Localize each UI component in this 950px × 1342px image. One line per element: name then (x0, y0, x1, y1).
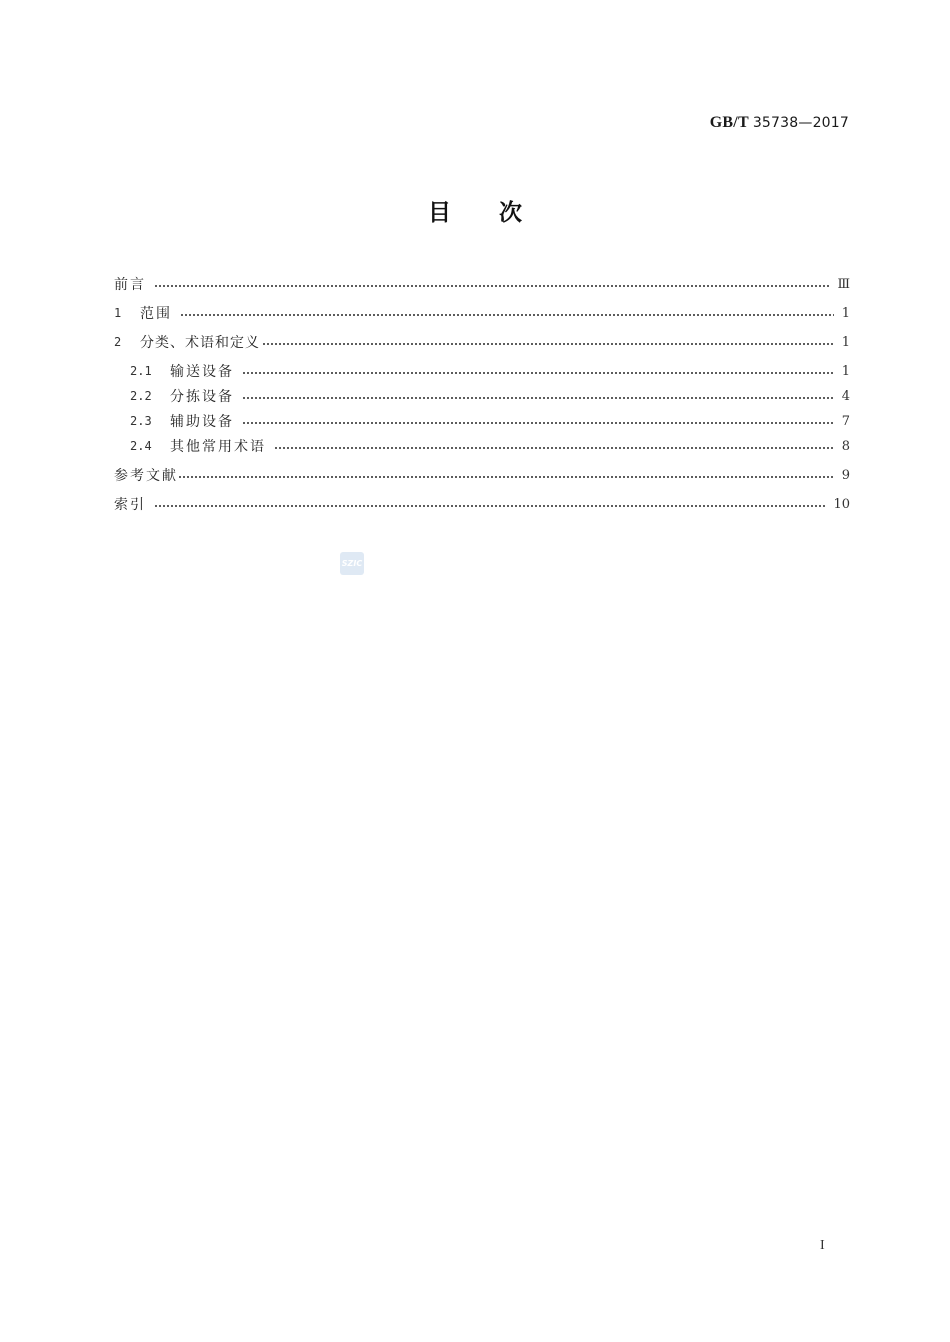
toc-leader-dots (154, 285, 829, 287)
toc-entry-number: 2.4 (130, 439, 152, 453)
toc-entry-sorting[interactable] (114, 384, 850, 408)
page-title (0, 194, 950, 227)
toc-leader-dots (154, 505, 825, 507)
toc-entry-page: 7 (841, 413, 850, 429)
toc-entry-references[interactable] (114, 463, 850, 487)
toc-leader-dots (274, 447, 834, 449)
toc-entry-page: 8 (841, 438, 850, 454)
watermark-text: SZIC (341, 559, 363, 568)
standard-prefix: GB/T (709, 114, 749, 131)
toc-entry-label: 分拣设备 (170, 389, 234, 405)
toc-entry-preface[interactable] (114, 272, 850, 296)
toc-entry-page: 1 (841, 334, 850, 350)
toc-leader-dots (242, 422, 834, 424)
toc-entry-page: 10 (833, 496, 850, 512)
toc-entry-page: 1 (841, 363, 850, 379)
toc-entry-index[interactable] (114, 492, 850, 516)
toc-leader-dots (242, 397, 834, 399)
toc-entry-auxiliary[interactable] (114, 409, 850, 433)
toc-entry-label: 其他常用术语 (170, 439, 266, 455)
toc-entry-scope[interactable] (114, 301, 850, 325)
toc-entry-number: 1 (114, 306, 122, 320)
toc-entry-number: 2 (114, 335, 122, 349)
watermark-logo (340, 552, 364, 575)
toc-entry-label: 分类、术语和定义 (140, 335, 260, 351)
toc-leader-dots (262, 343, 834, 345)
toc-entry-label: 辅助设备 (170, 414, 234, 430)
toc-entry-label: 输送设备 (170, 364, 234, 380)
standard-number: 35738—2017 (752, 115, 849, 131)
toc-entry-page: 4 (841, 388, 850, 404)
toc-entry-label: 参考文献 (114, 468, 178, 484)
toc-entry-conveying[interactable] (114, 359, 850, 383)
toc-entry-label: 索引 (114, 497, 146, 513)
toc-leader-dots (242, 372, 834, 374)
toc-entry-label: 前言 (114, 277, 146, 293)
toc-leader-dots (180, 314, 834, 316)
toc-entry-page: 1 (841, 305, 850, 321)
title-char-1: 目 (428, 200, 451, 226)
toc-entry-classification[interactable] (114, 330, 850, 354)
standard-code (710, 114, 849, 132)
toc-entry-number: 2.3 (130, 414, 152, 428)
title-char-2: 次 (499, 200, 522, 226)
page-number: I (820, 1238, 825, 1253)
toc-entry-other-terms[interactable] (114, 434, 850, 458)
toc-entry-page: Ⅲ (837, 276, 850, 292)
toc-leader-dots (178, 476, 834, 478)
toc-entry-number: 2.2 (130, 389, 152, 403)
toc-entry-page: 9 (841, 467, 850, 483)
toc-entry-number: 2.1 (130, 364, 152, 378)
toc-entry-label: 范围 (140, 306, 172, 322)
